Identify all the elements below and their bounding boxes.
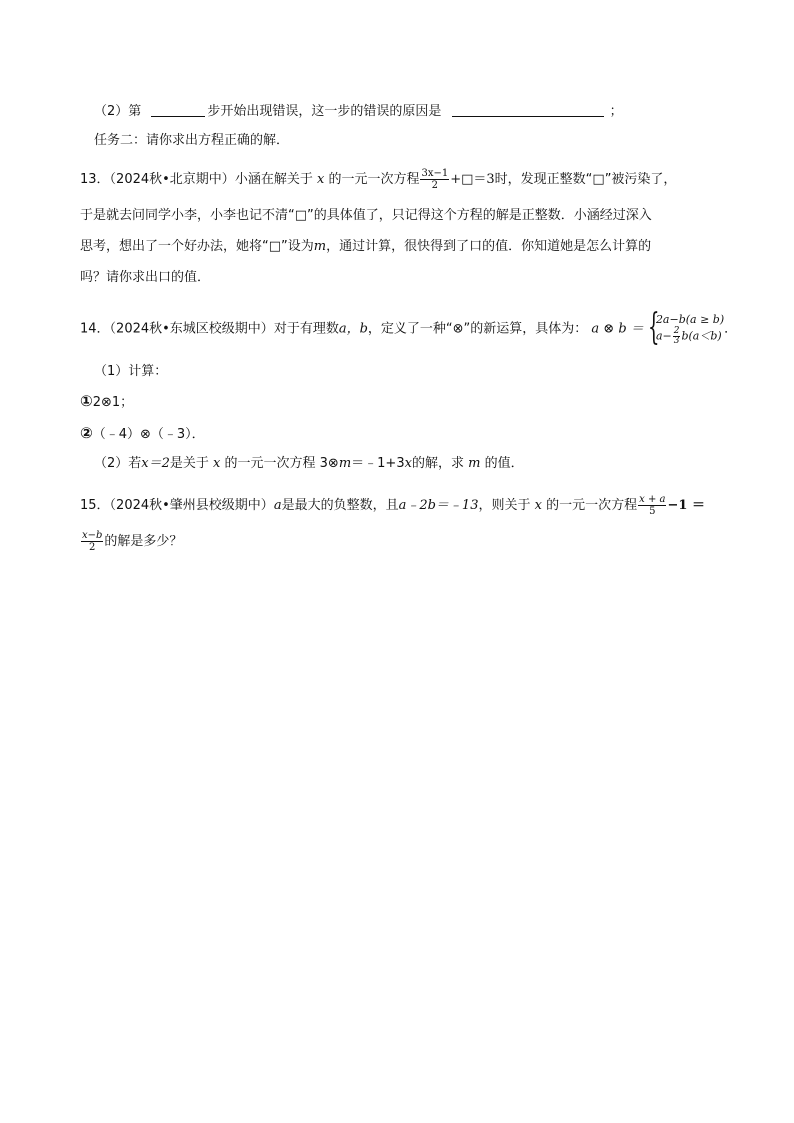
q13-frac-num: 3x−1 bbox=[421, 168, 449, 179]
q15-eq-mid: −1 ＝ bbox=[667, 498, 705, 513]
q15-frac1-num: x + a bbox=[639, 494, 666, 505]
q14-case2 bbox=[656, 327, 724, 346]
q14-text-b: ，定义了一种“⊗”的新运算，具体为： bbox=[367, 321, 588, 337]
q14-part2-d: ＝﹣1+3 bbox=[351, 456, 405, 471]
q12-part2-suffix: ； bbox=[609, 104, 623, 119]
q13-text-b: 的一元一次方程 bbox=[328, 172, 420, 187]
q12-part2-prefix: （2）第 bbox=[94, 104, 142, 119]
q14-case1: 2a−b(a ≥ b) bbox=[655, 313, 725, 326]
q14-text-a: 对于有理数 bbox=[273, 321, 339, 337]
q14-op-lhs: a ⊗ b ＝ bbox=[591, 321, 644, 337]
q15-text-b: ，则关于 bbox=[478, 498, 531, 513]
q14-end: ． bbox=[724, 321, 738, 337]
q14-item2 bbox=[80, 424, 205, 444]
q13-var-m: m bbox=[313, 239, 327, 254]
q14-part2-c: 的一元一次方程 3⊗ bbox=[224, 456, 339, 471]
q15-var-x: x bbox=[534, 498, 542, 513]
circled-one-icon: ① bbox=[80, 392, 93, 410]
q14-case2-frac-num: 2 bbox=[673, 326, 680, 336]
q14-item1 bbox=[80, 392, 133, 412]
q15-text-d: 的解是多少？ bbox=[104, 534, 183, 549]
q12-step-blank[interactable] bbox=[151, 103, 205, 117]
q15-frac2-num: x−b bbox=[82, 530, 103, 541]
q14-item1-text: 2⊗1； bbox=[92, 395, 134, 410]
q14-part2 bbox=[94, 455, 524, 473]
q15-line2 bbox=[80, 530, 182, 553]
q14-case2-a: a− bbox=[655, 329, 672, 343]
q14-line1 bbox=[80, 307, 738, 348]
q15-source: （2024秋•肇州县校级期中） bbox=[109, 498, 274, 513]
q14-part2-eq: x＝2 bbox=[141, 456, 170, 471]
q15-frac2-den: 2 bbox=[89, 542, 96, 553]
q13-source: （2024秋•北京期中） bbox=[109, 172, 235, 187]
q15-number: 15． bbox=[80, 498, 110, 513]
q14-part2-x2: x bbox=[404, 456, 412, 471]
q14-part1: （1）计算： bbox=[94, 364, 168, 379]
q13-number: 13． bbox=[80, 172, 110, 187]
q14-part2-m: m bbox=[338, 456, 352, 471]
q13-fraction bbox=[420, 168, 449, 191]
q15-text-a: 是最大的负整数，且 bbox=[281, 498, 399, 513]
circled-two-icon: ② bbox=[80, 424, 93, 442]
q13-line4: 吗？请你求出口的值． bbox=[80, 270, 211, 285]
q15-fraction-2 bbox=[81, 530, 103, 553]
q12-part2-mid: 步开始出现错误，这一步的错误的原因是 bbox=[207, 104, 442, 119]
q13-line3-b: ，通过计算，很快得到了口的值．你知道她是怎么计算的 bbox=[326, 239, 652, 254]
q14-case2-b: b(a＜b) bbox=[681, 329, 722, 343]
q13-frac-den: 2 bbox=[431, 180, 439, 191]
q14-part2-b: 是关于 bbox=[169, 456, 209, 471]
q13-text-a: 小涵在解关于 bbox=[234, 172, 313, 187]
q14-part2-a: （2）若 bbox=[94, 456, 142, 471]
q15-frac1-den: 5 bbox=[649, 506, 656, 517]
q12-part2-line bbox=[94, 103, 623, 121]
q15-cond: a﹣2b＝﹣13 bbox=[398, 498, 479, 513]
q14-part2-f: 的值． bbox=[484, 456, 524, 471]
q14-part2-x: x bbox=[213, 456, 221, 471]
q12-task2: 任务二：请你求出方程正确的解． bbox=[94, 133, 290, 148]
q12-reason-blank[interactable] bbox=[452, 103, 604, 117]
q15-line1 bbox=[80, 494, 705, 517]
q14-brace-icon: { bbox=[647, 307, 660, 348]
q14-piecewise bbox=[647, 307, 725, 348]
q14-part2-e: 的解，求 bbox=[411, 456, 464, 471]
q13-line2: 于是就去问同学小李，小李也记不清“□”的具体值了，只记得这个方程的解是正整数．小涵经过深入 bbox=[80, 208, 652, 223]
q14-vars-ab: a，b bbox=[338, 321, 368, 337]
q13-line3 bbox=[80, 238, 651, 256]
q15-var-a: a bbox=[273, 498, 282, 513]
q13-eq-tail: +□＝3 bbox=[450, 172, 495, 187]
q14-case2-frac-den: 3 bbox=[673, 336, 680, 346]
q14-part2-m2: m bbox=[468, 456, 481, 471]
q13-line1 bbox=[80, 168, 676, 191]
q15-text-c: 的一元一次方程 bbox=[546, 498, 638, 513]
q14-item2-text: （﹣4）⊗（﹣3）． bbox=[92, 427, 205, 442]
q14-number: 14． bbox=[80, 321, 110, 337]
q14-source: （2024秋•东城区校级期中） bbox=[109, 321, 274, 337]
q13-var-x: x bbox=[316, 172, 325, 187]
q13-line3-a: 思考，想出了一个好办法，她将“□”设为 bbox=[80, 239, 314, 254]
q13-text-c: 时，发现正整数“□”被污染了， bbox=[494, 172, 677, 187]
q14-case2-frac bbox=[673, 327, 681, 346]
q15-fraction-1 bbox=[638, 494, 666, 517]
